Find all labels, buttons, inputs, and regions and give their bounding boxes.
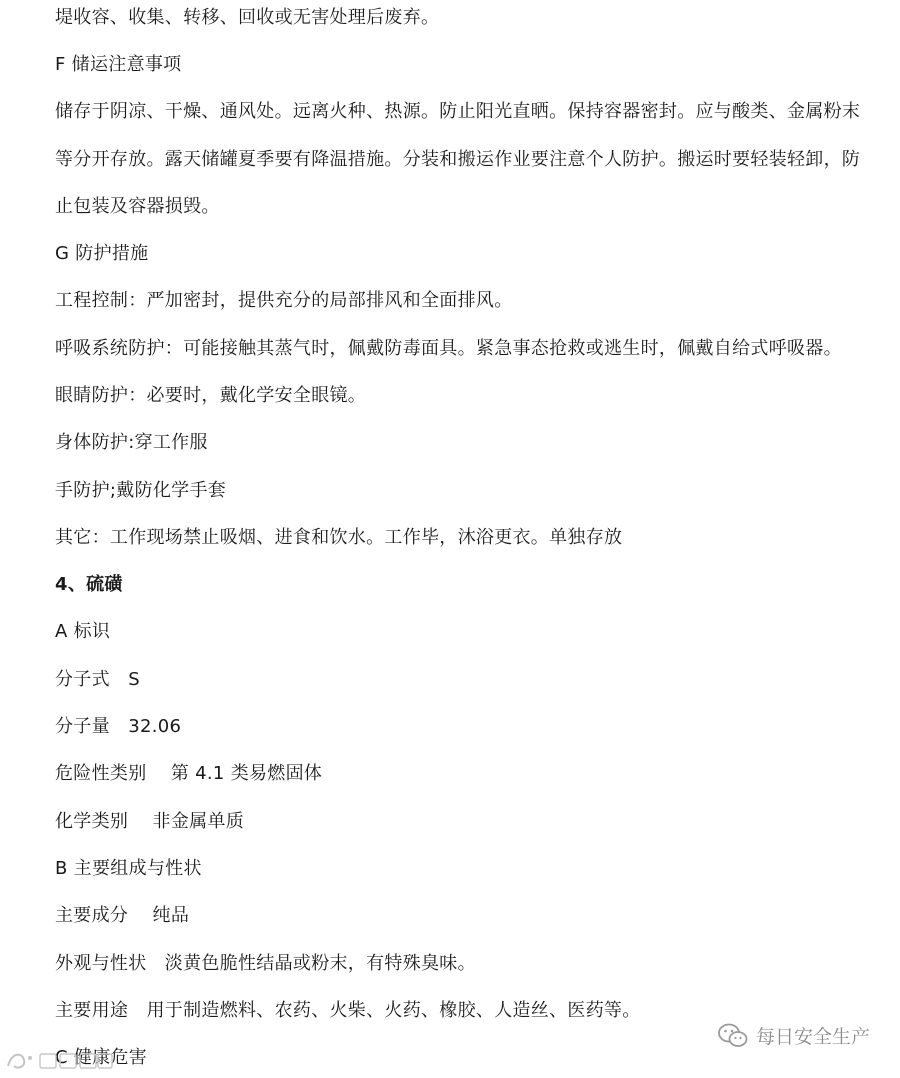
text-line: 主要用途 用于制造燃料、农药、火柴、火药、橡胶、人造丝、医药等。 (55, 1000, 641, 1021)
section-heading-g: G 防护措施 (55, 243, 149, 264)
text-line: 眼睛防护：必要时，戴化学安全眼镜。 (55, 385, 367, 406)
text-line: 止包装及容器损毁。 (55, 196, 220, 217)
text-line: 分子量 32.06 (55, 716, 182, 737)
watermark-label: 每日安全生产 (755, 1026, 870, 1048)
text-line: 主要成分 纯品 (55, 905, 190, 926)
text-line: 化学类别 非金属单质 (55, 811, 245, 832)
logo-icon (4, 1046, 114, 1078)
text-line: 外观与性状 淡黄色脆性结晶或粉末，有特殊臭味。 (55, 953, 476, 974)
chapter-heading: 4、硫磺 (55, 574, 123, 595)
section-heading-f: F 储运注意事项 (55, 54, 182, 75)
corner-logo-watermark (4, 1046, 114, 1078)
text-line: 呼吸系统防护：可能接触其蒸气时，佩戴防毒面具。紧急事态抢救或逃生时，佩戴自给式呼吸器。 (55, 338, 842, 359)
text-line: 工程控制：严加密封，提供充分的局部排风和全面排风。 (55, 290, 513, 311)
text-line: 危险性类别 第 4.1 类易燃固体 (55, 763, 323, 784)
wechat-icon (718, 1023, 748, 1049)
text-line: 分子式 S (55, 669, 140, 690)
text-line: 堤收容、收集、转移、回收或无害处理后废弃。 (55, 7, 440, 28)
wechat-watermark (718, 1022, 870, 1049)
text-line: 等分开存放。露天储罐夏季要有降温措施。分装和搬运作业要注意个人防护。搬运时要轻装轻卸，防 (55, 149, 861, 170)
text-line: 手防护;戴防化学手套 (55, 480, 227, 501)
section-heading-c: C 健康危害 (55, 1047, 148, 1068)
section-heading-a: A 标识 (55, 621, 111, 642)
section-heading-b: B 主要组成与性状 (55, 858, 202, 879)
text-line: 其它：工作现场禁止吸烟、进食和饮水。工作毕，沐浴更衣。单独存放 (55, 527, 623, 548)
text-line: 身体防护:穿工作服 (55, 432, 208, 453)
text-line: 储存于阴凉、干燥、通风处。远离火种、热源。防止阳光直晒。保持容器密封。应与酸类、金属粉末 (55, 101, 861, 122)
